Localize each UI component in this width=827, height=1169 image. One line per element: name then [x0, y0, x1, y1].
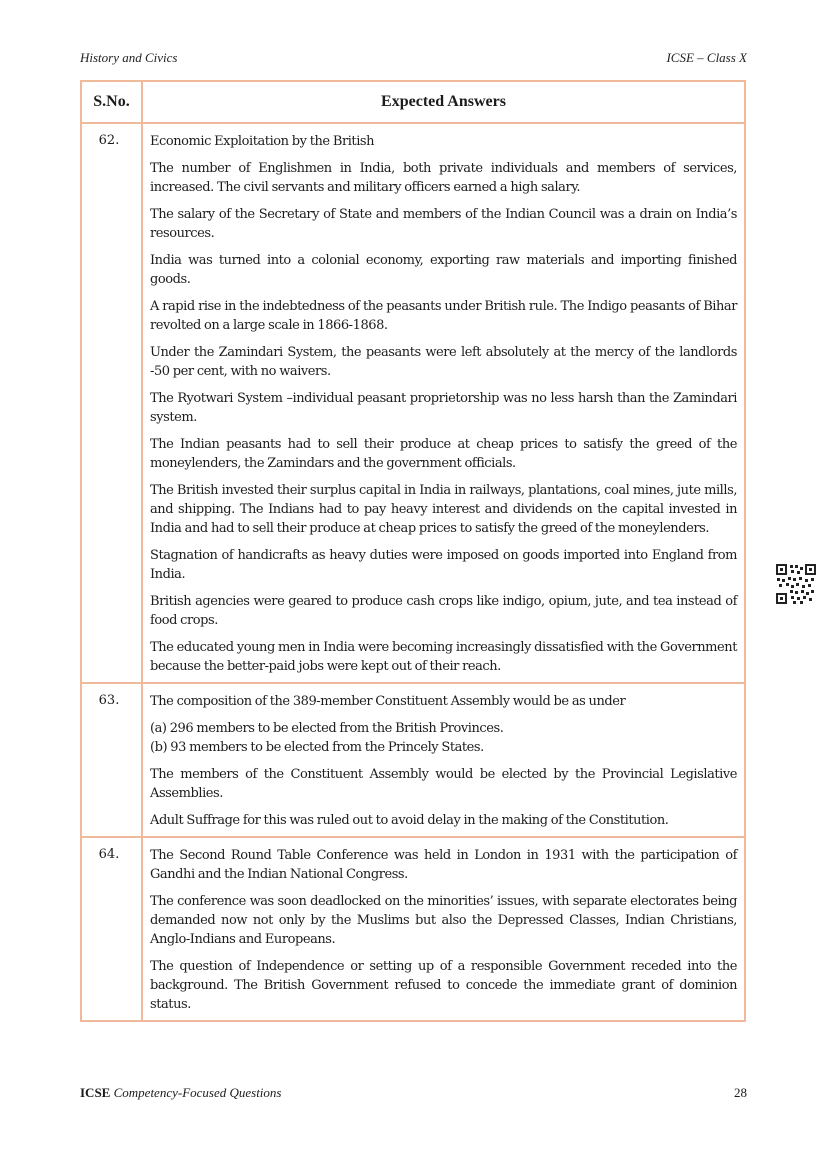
list-item: (b) 93 members to be elected from the Princely States. — [150, 740, 484, 755]
qr-code-icon[interactable] — [776, 564, 816, 604]
question-number: 64. — [81, 837, 142, 1021]
column-header-answers: Expected Answers — [142, 81, 745, 123]
running-header-class: ICSE – Class X — [666, 50, 747, 65]
answer-paragraph: Adult Suffrage for this was ruled out to avoid delay in the making of the Constitution. — [150, 813, 669, 828]
answer-paragraph: Economic Exploitation by the British — [150, 134, 375, 149]
answer-cell — [142, 123, 745, 683]
table-row — [81, 837, 745, 1021]
answer-paragraph: The members of the Constituent Assembly would be elected by the Provincial Legislative Assemblies. — [150, 767, 737, 801]
footer-title — [80, 1085, 281, 1101]
answer-paragraph: Stagnation of handicrafts as heavy duties were imposed on goods imported into England from India. — [150, 548, 737, 582]
answer-paragraph: The educated young men in India were becoming increasingly dissatisfied with the Government because the better-paid jobs were kept out of their reach. — [150, 640, 737, 674]
answer-paragraph: British agencies were geared to produce cash crops like indigo, opium, jute, and tea instead of food crops. — [150, 594, 737, 628]
answer-paragraph: A rapid rise in the indebtedness of the peasants under British rule. The Indigo peasants of Bihar revolted on a large scale in 1866-1868. — [150, 299, 737, 333]
answer-paragraph: The salary of the Secretary of State and members of the Indian Council was a drain on India’s resources. — [150, 207, 737, 241]
answer-paragraph: The Second Round Table Conference was held in London in 1931 with the participation of Gandhi and the Indian National Congress. — [150, 848, 737, 882]
question-number: 62. — [81, 123, 142, 683]
table-row — [81, 683, 745, 837]
answer-paragraph: The question of Independence or setting up of a responsible Government receded into the background. The British Government refused to concede the immediate grant of dominion status. — [150, 959, 737, 1012]
answers-table — [80, 80, 746, 1022]
answer-cell — [142, 683, 745, 837]
list-item: (a) 296 members to be elected from the British Provinces. — [150, 721, 504, 736]
table-header-row — [81, 81, 745, 123]
answer-paragraph: The Indian peasants had to sell their produce at cheap prices to satisfy the greed of the moneylenders, the Zamindars and the government officials. — [150, 437, 737, 471]
footer-subtitle: Competency-Focused Questions — [113, 1085, 282, 1100]
page-number: 28 — [734, 1085, 747, 1100]
footer-brand: ICSE — [80, 1085, 111, 1100]
answer-paragraph: The British invested their surplus capital in India in railways, plantations, coal mines, jute mills, and shipping. The Indians had to pay heavy interest and dividends on the capital invested in India and had to sell their produce at cheap prices to satisfy the greed of the moneylenders. — [150, 483, 737, 536]
answer-cell — [142, 837, 745, 1021]
column-header-sno: S.No. — [81, 81, 142, 123]
answer-paragraph: India was turned into a colonial economy, exporting raw materials and importing finished goods. — [150, 253, 737, 287]
running-header-subject: History and Civics — [80, 50, 178, 65]
answer-paragraph: The Ryotwari System –individual peasant proprietorship was no less harsh than the Zamindari system. — [150, 391, 737, 425]
answer-paragraph: The number of Englishmen in India, both private individuals and members of services, increased. The civil servants and military officers earned a high salary. — [150, 161, 737, 195]
question-number: 63. — [81, 683, 142, 837]
qr-modules — [776, 564, 816, 604]
answer-paragraph: Under the Zamindari System, the peasants were left absolutely at the mercy of the landlords -50 per cent, with no waivers. — [150, 345, 737, 379]
table-row — [81, 123, 745, 683]
answer-paragraph: The composition of the 389-member Constituent Assembly would be as under — [150, 694, 626, 709]
answer-paragraph: The conference was soon deadlocked on the minorities’ issues, with separate electorates being demanded now not only by the Muslims but also the Depressed Classes, Indian Christians, Anglo-Indians and Europeans. — [150, 894, 737, 947]
